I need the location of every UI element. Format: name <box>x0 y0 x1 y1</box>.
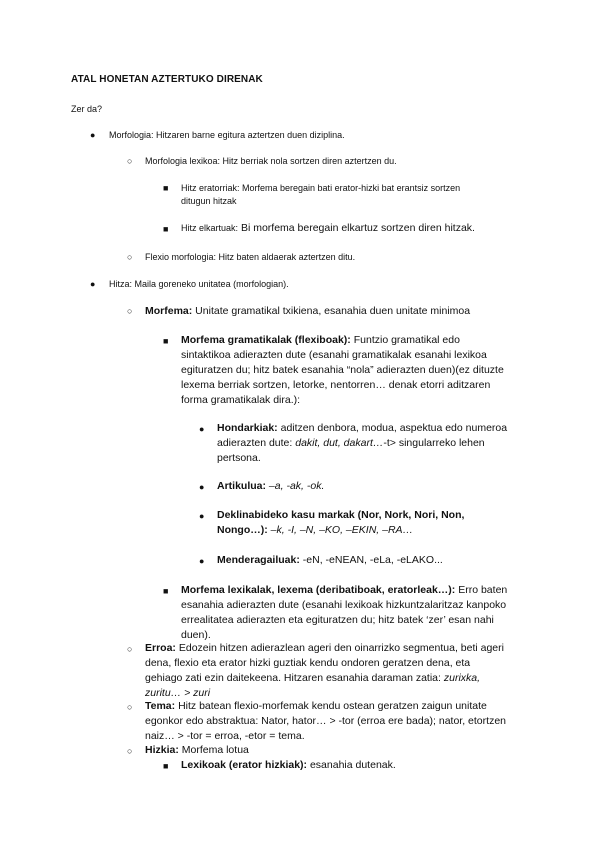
gramatikalak-line: Funtzio gramatikal edo <box>350 334 460 346</box>
bullet-circle: ○ <box>127 252 133 262</box>
hondarkiak-item <box>217 421 507 466</box>
bullet-disc: ● <box>199 556 205 566</box>
tema-line: Hitz batean flexio-morfemak kendu ostean geratzen zaigun unitate <box>175 700 487 712</box>
erroa-item <box>145 641 504 701</box>
erroa-line: gehiago zati ezin daitekeena. Hitzaren esanahia daraman zatia: <box>145 672 444 684</box>
bullet-square: ■ <box>163 586 169 596</box>
tema-line: naiz… > -tor = erroa, -etor = tema. <box>145 730 305 742</box>
hondarkiak-line: pertsona. <box>217 452 261 464</box>
deklinabideko-line: Deklinabideko kasu markak (Nor, Nork, Nori, Non, <box>217 509 465 521</box>
elkartuak-term: Hitz elkartuak: <box>181 223 239 233</box>
bullet-disc: ● <box>199 482 205 492</box>
erroa-line: dena, flexio eta erator hizki guztiak kendu ondoren geratzen dena, eta <box>145 657 471 669</box>
erroa-example: zuritu… > zuri <box>145 687 211 699</box>
lexikoak-item <box>181 758 396 773</box>
lexikoak-text: esanahia dutenak. <box>307 759 396 771</box>
tema-item <box>145 699 506 744</box>
hondarkiak-line: aditzen denbora, modua, aspektua edo numeroa <box>277 422 508 434</box>
hizkia-text: Morfema lotua <box>178 744 249 756</box>
bullet-square: ■ <box>163 761 169 771</box>
morfologia-item <box>109 129 345 142</box>
lexikalak-line: Erro baten <box>455 584 508 596</box>
deklinabideko-term: Nongo…): <box>217 524 268 536</box>
hondarkiak-line: adierazten dute: <box>217 437 296 449</box>
bullet-disc: ● <box>199 424 205 434</box>
bullet-circle: ○ <box>127 702 133 712</box>
elkartuak-item <box>181 221 475 236</box>
erroa-line: Edozein hitzen adierazlean ageri den oinarrizko segmentua, beti ageri <box>175 642 504 654</box>
menderagailuak-text: -eN, -eNEAN, -eLa, -eLAKO... <box>299 554 443 566</box>
hitza-item: Hitza: Maila goreneko unitatea (morfologian). <box>109 279 289 289</box>
elkartuak-text: Bi morfema beregain elkartuz sortzen diren hitzak. <box>238 222 475 234</box>
lexikalak-term: Morfema lexikalak, lexema (deribatiboak, eratorleak…): <box>181 584 456 596</box>
artikulua-term: Artikulua: <box>217 480 267 492</box>
deklinabideko-item <box>217 508 464 538</box>
gramatikalak-line: forma gramatikalak dira.): <box>181 394 301 406</box>
lexikoa-item: Morfologia lexikoa: Hitz berriak nola sortzen diren aztertzen du. <box>145 156 397 166</box>
lexikoak-term: Lexikoak (erator hizkiak): <box>181 759 308 771</box>
hondarkiak-line: -t> singularreko lehen <box>383 437 485 449</box>
bullet-circle: ○ <box>127 746 133 756</box>
tema-term: Tema: <box>145 700 176 712</box>
bullet-disc: ● <box>90 130 96 140</box>
bullet-circle: ○ <box>127 156 133 166</box>
morfologia-term: Morfologia: <box>109 130 154 140</box>
bullet-square: ■ <box>163 183 169 193</box>
hondarkiak-term: Hondarkiak: <box>217 422 278 434</box>
flexio-item: Flexio morfologia: Hitz baten aldaerak aztertzen ditu. <box>145 252 356 262</box>
hizkia-term: Hizkia: <box>145 744 179 756</box>
morfema-item <box>145 304 470 319</box>
morfema-text: Unitate gramatikal txikiena, esanahia duen unitate minimoa <box>192 305 471 317</box>
morfologia-text: Hitzaren barne egitura aztertzen duen diziplina. <box>153 130 345 140</box>
bullet-square: ■ <box>163 336 169 346</box>
lexikalak-item <box>181 583 507 643</box>
bullet-disc: ● <box>199 511 205 521</box>
gramatikalak-line: lexema berriak sortzen, letorke, nentorren… denak etorri aditzaren <box>181 379 491 391</box>
bullet-circle: ○ <box>127 306 133 316</box>
gramatikalak-line: sintaktikoa adierazten dute (esanahi gramatikalak esanahi lexikoa <box>181 349 487 361</box>
deklinabideko-text: –k, -I, –N, –KO, –EKIN, –RA… <box>267 524 414 536</box>
tema-line: egonkor edo abstraktua: Nator, hator… > -tor (erroa ere bada); nator, etortzen <box>145 715 506 727</box>
bullet-circle: ○ <box>127 644 133 654</box>
lexikalak-line: duen). <box>181 629 211 641</box>
eratorriak-item <box>181 182 460 208</box>
hondarkiak-examples: dakit, dut, dakart… <box>295 437 384 449</box>
question-text: Zer da? <box>71 104 103 114</box>
gramatikalak-term: Morfema gramatikalak (flexiboak): <box>181 334 351 346</box>
gramatikalak-line: egituratzen du; hitz batek esanahia “nola” adierazten duen)(ez dituzte <box>181 364 504 376</box>
gramatikalak-item <box>181 333 504 408</box>
erroa-example: zurixka, <box>443 672 481 684</box>
bullet-disc: ● <box>90 279 96 289</box>
lexikalak-line: esanahia adierazten dute (esanahi lexikoak hizkuntzalaritzaz kanpoko <box>181 599 507 611</box>
menderagailuak-item <box>217 553 443 568</box>
menderagailuak-term: Menderagailuak: <box>217 554 300 566</box>
hizkia-item <box>145 743 249 758</box>
erroa-term: Erroa: <box>145 642 176 654</box>
eratorriak-line: Hitz eratorriak: Morfema beregain bati erator-hizki bat erantsiz sortzen <box>181 183 461 193</box>
eratorriak-line: ditugun hitzak <box>181 196 237 206</box>
bullet-square: ■ <box>163 224 169 234</box>
artikulua-text: –a, -ak, -ok. <box>266 480 325 492</box>
artikulua-item <box>217 479 324 494</box>
page-title: ATAL HONETAN AZTERTUKO DIRENAK <box>71 74 263 85</box>
morfema-term: Morfema: <box>145 305 193 317</box>
lexikalak-line: errealitatea adierazten eta egituratzen du; hitz batek ‘zer’ esan nahi <box>181 614 494 626</box>
